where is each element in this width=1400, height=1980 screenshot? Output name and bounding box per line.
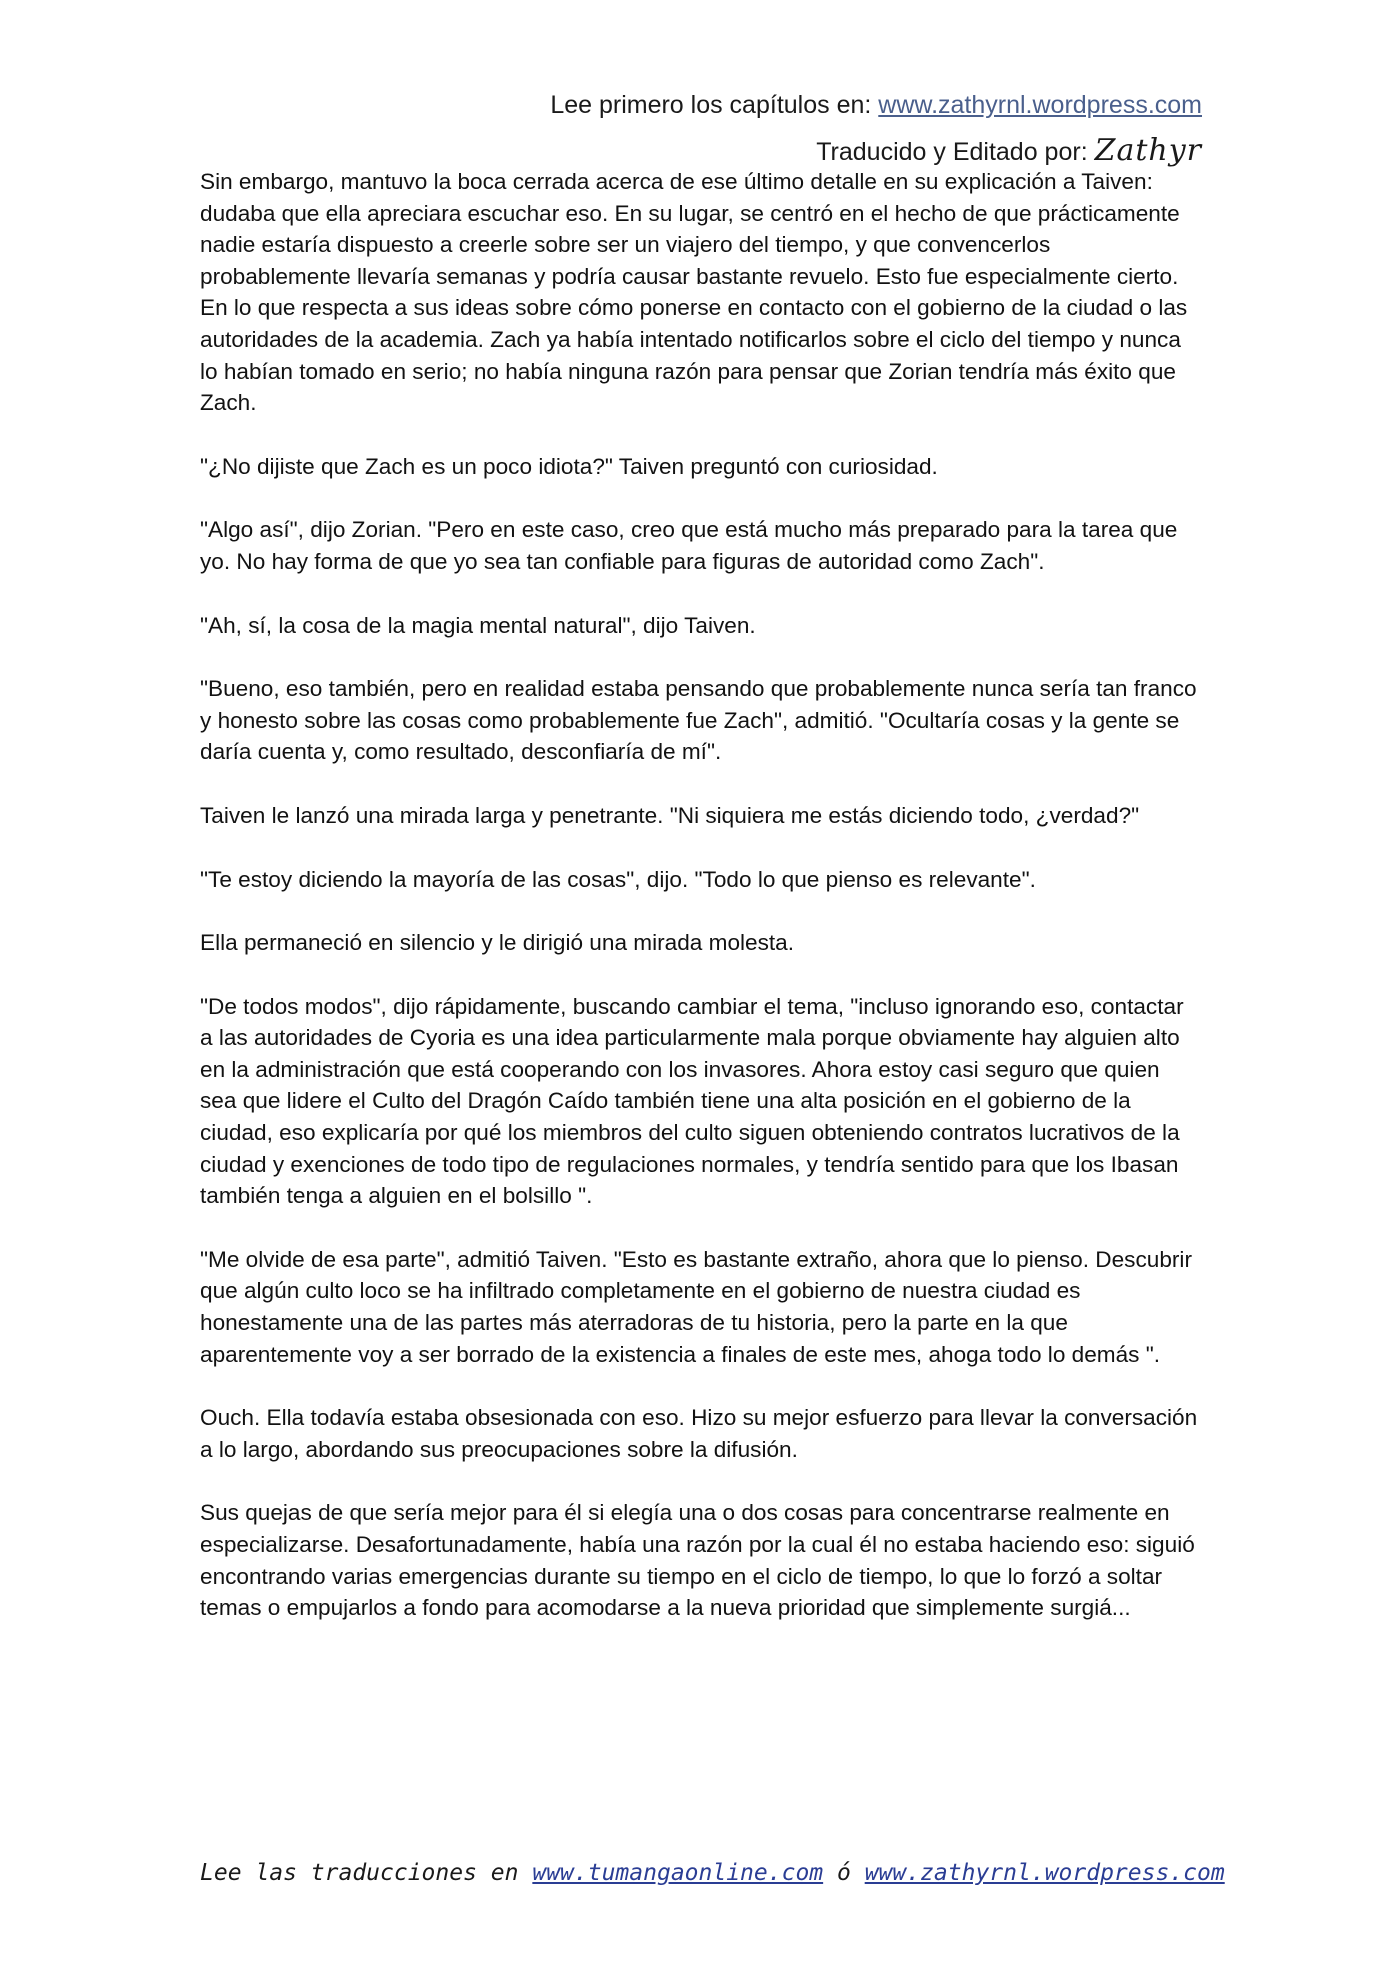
paragraph: "¿No dijiste que Zach es un poco idiota?" Taiven preguntó con curiosidad. [200, 453, 938, 479]
paragraph: Ella permaneció en silencio y le dirigió una mirada molesta. [200, 930, 795, 956]
paragraph: Ouch. Ella todavía estaba obsesionada con eso. Hizo su mejor esfuerzo para llevar la conversación a lo largo, abordando sus preocupaciones sobre la difusión. [200, 1405, 1198, 1462]
paragraph: "Bueno, eso también, pero en realidad estaba pensando que probablemente nunca sería tan franco y honesto sobre las cosas como probablemente fue Zach", admitió. "Ocultaría cosas y la gente se daría cuenta y, como resultado, desconfiaría de mí". [200, 676, 1197, 765]
paragraph: "Ah, sí, la cosa de la magia mental natural", dijo Taiven. [200, 612, 756, 638]
page-header [550, 82, 1202, 175]
header-credits-label: Traducido y Editado por: [816, 138, 1095, 166]
footer-label: Lee las traducciones en [200, 1860, 533, 1886]
paragraph: "Me olvide de esa parte", admitió Taiven. "Esto es bastante extraño, ahora que lo pienso. Descubrir que algún culto loco se ha infiltrado completamente en el gobierno de nuestra ciudad es honestamente una de las partes más aterradoras de tu historia, pero la parte en la que aparentemente voy a ser borrado de la existencia a finales de este mes, ahoga todo lo demás ". [200, 1246, 1192, 1367]
paragraph: Sus quejas de que sería mejor para él si elegía una o dos cosas para concentrarse realmente en especializarse. Desafortunadamente, había una razón por la cual él no estaba haciendo eso: siguió encontrando varias emergencias durante su tiempo en el ciclo de tiempo, lo que lo forzó a soltar temas o empujarlos a fondo para acomodarse a la nueva prioridad que simplemente surgiá... [200, 1500, 1195, 1621]
paragraph: "Te estoy diciendo la mayoría de las cosas", dijo. "Todo lo que pienso es relevante". [200, 866, 1036, 892]
paragraph: "De todos modos", dijo rápidamente, buscando cambiar el tema, "incluso ignorando eso, contactar a las autoridades de Cyoria es una idea particularmente mala porque obviamente hay alguien alto en la administración que está cooperando con los invasores. Ahora estoy casi seguro que quien sea que lidere el Culto del Dragón Caído también tiene una alta posición en el gobierno de la ciudad, eso explicaría por qué los miembros del culto siguen obteniendo contratos lucrativos de la ciudad y exenciones de todo tipo de regulaciones normales, y tendría sentido para que los Ibasan también tenga a alguien en el bolsillo ". [200, 993, 1184, 1209]
page-footer [200, 1860, 1225, 1886]
paragraph: Taiven le lanzó una mirada larga y penetrante. "Ni siquiera me estás diciendo todo, ¿verdad?" [200, 802, 1140, 828]
paragraph: "Algo así", dijo Zorian. "Pero en este caso, creo que está mucho más preparado para la tarea que yo. No hay forma de que yo sea tan confiable para figuras de autoridad como Zach". [200, 517, 1178, 574]
header-line-read-first [550, 82, 1202, 128]
header-wordpress-link[interactable]: www.zathyrnl.wordpress.com [878, 91, 1202, 119]
chapter-body [200, 166, 1202, 1656]
header-read-first-label: Lee primero los capítulos en: [550, 91, 879, 119]
translator-signature: Zathyr [1094, 133, 1202, 168]
footer-wordpress-link[interactable]: www.zathyrnl.wordpress.com [864, 1860, 1225, 1886]
footer-tumangaonline-link[interactable]: www.tumangaonline.com [532, 1860, 824, 1886]
paragraph: Sin embargo, mantuvo la boca cerrada acerca de ese último detalle en su explicación a Taiven: dudaba que ella apreciara escuchar eso. En su lugar, se centró en el hecho de que prácticamente nadie estaría dispuesto a creerle sobre ser un viajero del tiempo, y que convencerlos probablemente llevaría semanas y podría causar bastante revuelo. Esto fue especialmente cierto. En lo que respecta a sus ideas sobre cómo ponerse en contacto con el gobierno de la ciudad o las autoridades de la academia. Zach ya había intentado notificarlos sobre el ciclo del tiempo y nunca lo habían tomado en serio; no había ninguna razón para pensar que Zorian tendría más éxito que Zach. [200, 169, 1188, 416]
footer-separator: ó [823, 1860, 865, 1886]
